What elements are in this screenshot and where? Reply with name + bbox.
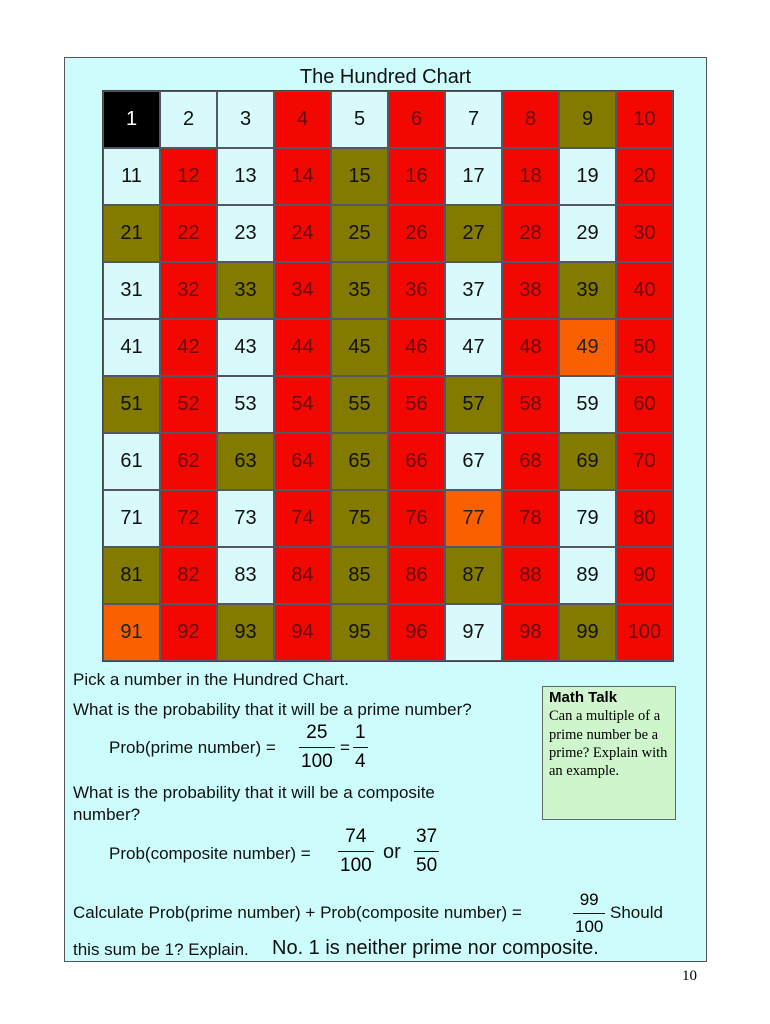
equals-sign: = (340, 738, 350, 757)
math-talk-title: Math Talk (549, 689, 618, 706)
chart-cell: 72 (160, 490, 217, 547)
chart-cell: 28 (502, 205, 559, 262)
chart-cell: 31 (103, 262, 160, 319)
chart-cell: 91 (103, 604, 160, 661)
denominator: 100 (573, 913, 605, 937)
calc-question: Calculate Prob(prime number) + Prob(composite number) = (73, 903, 522, 922)
chart-cell: 39 (559, 262, 616, 319)
chart-cell: 17 (445, 148, 502, 205)
chart-cell: 19 (559, 148, 616, 205)
chart-cell: 22 (160, 205, 217, 262)
fraction-sum (573, 890, 605, 937)
numerator: 1 (355, 722, 366, 743)
chart-cell: 26 (388, 205, 445, 262)
chart-cell: 18 (502, 148, 559, 205)
chart-cell: 7 (445, 91, 502, 148)
denominator: 100 (299, 747, 335, 773)
chart-cell: 15 (331, 148, 388, 205)
chart-cell: 23 (217, 205, 274, 262)
chart-cell: 12 (160, 148, 217, 205)
chart-cell: 35 (331, 262, 388, 319)
chart-cell: 21 (103, 205, 160, 262)
chart-cell: 16 (388, 148, 445, 205)
chart-cell: 97 (445, 604, 502, 661)
chart-cell: 76 (388, 490, 445, 547)
chart-cell: 99 (559, 604, 616, 661)
chart-cell: 71 (103, 490, 160, 547)
chart-cell: 50 (616, 319, 673, 376)
chart-cell: 29 (559, 205, 616, 262)
hundred-chart (102, 90, 674, 662)
question-prime: What is the probability that it will be a prime number? (73, 700, 472, 719)
numerator: 37 (416, 826, 438, 847)
numerator: 25 (306, 722, 328, 743)
chart-cell: 57 (445, 376, 502, 433)
chart-cell: 11 (103, 148, 160, 205)
chart-cell: 8 (502, 91, 559, 148)
chart-cell: 65 (331, 433, 388, 490)
chart-cell: 13 (217, 148, 274, 205)
or-text: or (383, 841, 401, 863)
question-composite: What is the probability that it will be a composite (73, 783, 435, 802)
chart-cell: 55 (331, 376, 388, 433)
chart-cell: 75 (331, 490, 388, 547)
chart-cell: 6 (388, 91, 445, 148)
chart-cell: 96 (388, 604, 445, 661)
prob-composite-label: Prob(composite number) = (109, 844, 311, 863)
prob-prime-label: Prob(prime number) = (109, 738, 276, 757)
chart-cell: 32 (160, 262, 217, 319)
chart-cell: 90 (616, 547, 673, 604)
chart-cell: 92 (160, 604, 217, 661)
chart-cell: 84 (274, 547, 331, 604)
chart-cell: 5 (331, 91, 388, 148)
chart-cell: 33 (217, 262, 274, 319)
chart-cell: 68 (502, 433, 559, 490)
chart-cell: 74 (274, 490, 331, 547)
chart-cell: 67 (445, 433, 502, 490)
chart-cell: 94 (274, 604, 331, 661)
numerator: 74 (345, 826, 367, 847)
chart-cell: 46 (388, 319, 445, 376)
chart-cell: 44 (274, 319, 331, 376)
math-talk-box (542, 686, 676, 820)
chart-cell: 4 (274, 91, 331, 148)
chart-cell: 79 (559, 490, 616, 547)
math-talk-body: Can a multiple of a prime number be a prime? Explain with an example. (549, 708, 668, 780)
fraction-composite-1 (338, 826, 374, 877)
chart-cell: 24 (274, 205, 331, 262)
denominator: 50 (414, 851, 439, 877)
chart-cell: 52 (160, 376, 217, 433)
chart-cell: 49 (559, 319, 616, 376)
chart-cell: 14 (274, 148, 331, 205)
chart-cell: 58 (502, 376, 559, 433)
chart-cell: 1 (103, 91, 160, 148)
chart-cell: 66 (388, 433, 445, 490)
chart-cell: 38 (502, 262, 559, 319)
chart-cell: 48 (502, 319, 559, 376)
chart-cell: 87 (445, 547, 502, 604)
chart-cell: 56 (388, 376, 445, 433)
answer-text: No. 1 is neither prime nor composite. (272, 937, 599, 959)
chart-cell: 77 (445, 490, 502, 547)
chart-cell: 78 (502, 490, 559, 547)
chart-cell: 20 (616, 148, 673, 205)
chart-cell: 93 (217, 604, 274, 661)
chart-cell: 62 (160, 433, 217, 490)
chart-cell: 69 (559, 433, 616, 490)
chart-cell: 98 (502, 604, 559, 661)
fraction-prime-1 (299, 722, 335, 773)
question-pick: Pick a number in the Hundred Chart. (73, 670, 349, 689)
chart-cell: 89 (559, 547, 616, 604)
chart-cell: 30 (616, 205, 673, 262)
question-composite-cont: number? (73, 805, 141, 824)
chart-cell: 3 (217, 91, 274, 148)
chart-cell: 36 (388, 262, 445, 319)
chart-cell: 27 (445, 205, 502, 262)
denominator: 100 (338, 851, 374, 877)
chart-cell: 59 (559, 376, 616, 433)
chart-cell: 54 (274, 376, 331, 433)
chart-cell: 25 (331, 205, 388, 262)
chart-cell: 40 (616, 262, 673, 319)
chart-cell: 100 (616, 604, 673, 661)
chart-cell: 43 (217, 319, 274, 376)
chart-cell: 60 (616, 376, 673, 433)
chart-cell: 10 (616, 91, 673, 148)
chart-cell: 63 (217, 433, 274, 490)
chart-cell: 88 (502, 547, 559, 604)
chart-cell: 42 (160, 319, 217, 376)
chart-cell: 45 (331, 319, 388, 376)
numerator: 99 (579, 890, 599, 909)
chart-cell: 37 (445, 262, 502, 319)
page-number: 10 (682, 968, 697, 984)
worksheet-box (64, 57, 707, 962)
chart-cell: 51 (103, 376, 160, 433)
chart-cell: 80 (616, 490, 673, 547)
denominator: 4 (353, 747, 368, 773)
chart-cell: 95 (331, 604, 388, 661)
chart-cell: 82 (160, 547, 217, 604)
chart-cell: 86 (388, 547, 445, 604)
chart-cell: 53 (217, 376, 274, 433)
sum-question: this sum be 1? Explain. (73, 940, 249, 959)
chart-cell: 83 (217, 547, 274, 604)
chart-cell: 81 (103, 547, 160, 604)
should-text: Should (610, 903, 663, 922)
chart-cell: 9 (559, 91, 616, 148)
chart-cell: 47 (445, 319, 502, 376)
chart-cell: 61 (103, 433, 160, 490)
fraction-composite-2 (414, 826, 439, 877)
chart-title: The Hundred Chart (299, 66, 472, 88)
chart-cell: 85 (331, 547, 388, 604)
chart-cell: 64 (274, 433, 331, 490)
chart-cell: 73 (217, 490, 274, 547)
chart-cell: 41 (103, 319, 160, 376)
chart-cell: 34 (274, 262, 331, 319)
fraction-prime-2 (353, 722, 368, 773)
chart-cell: 2 (160, 91, 217, 148)
chart-cell: 70 (616, 433, 673, 490)
